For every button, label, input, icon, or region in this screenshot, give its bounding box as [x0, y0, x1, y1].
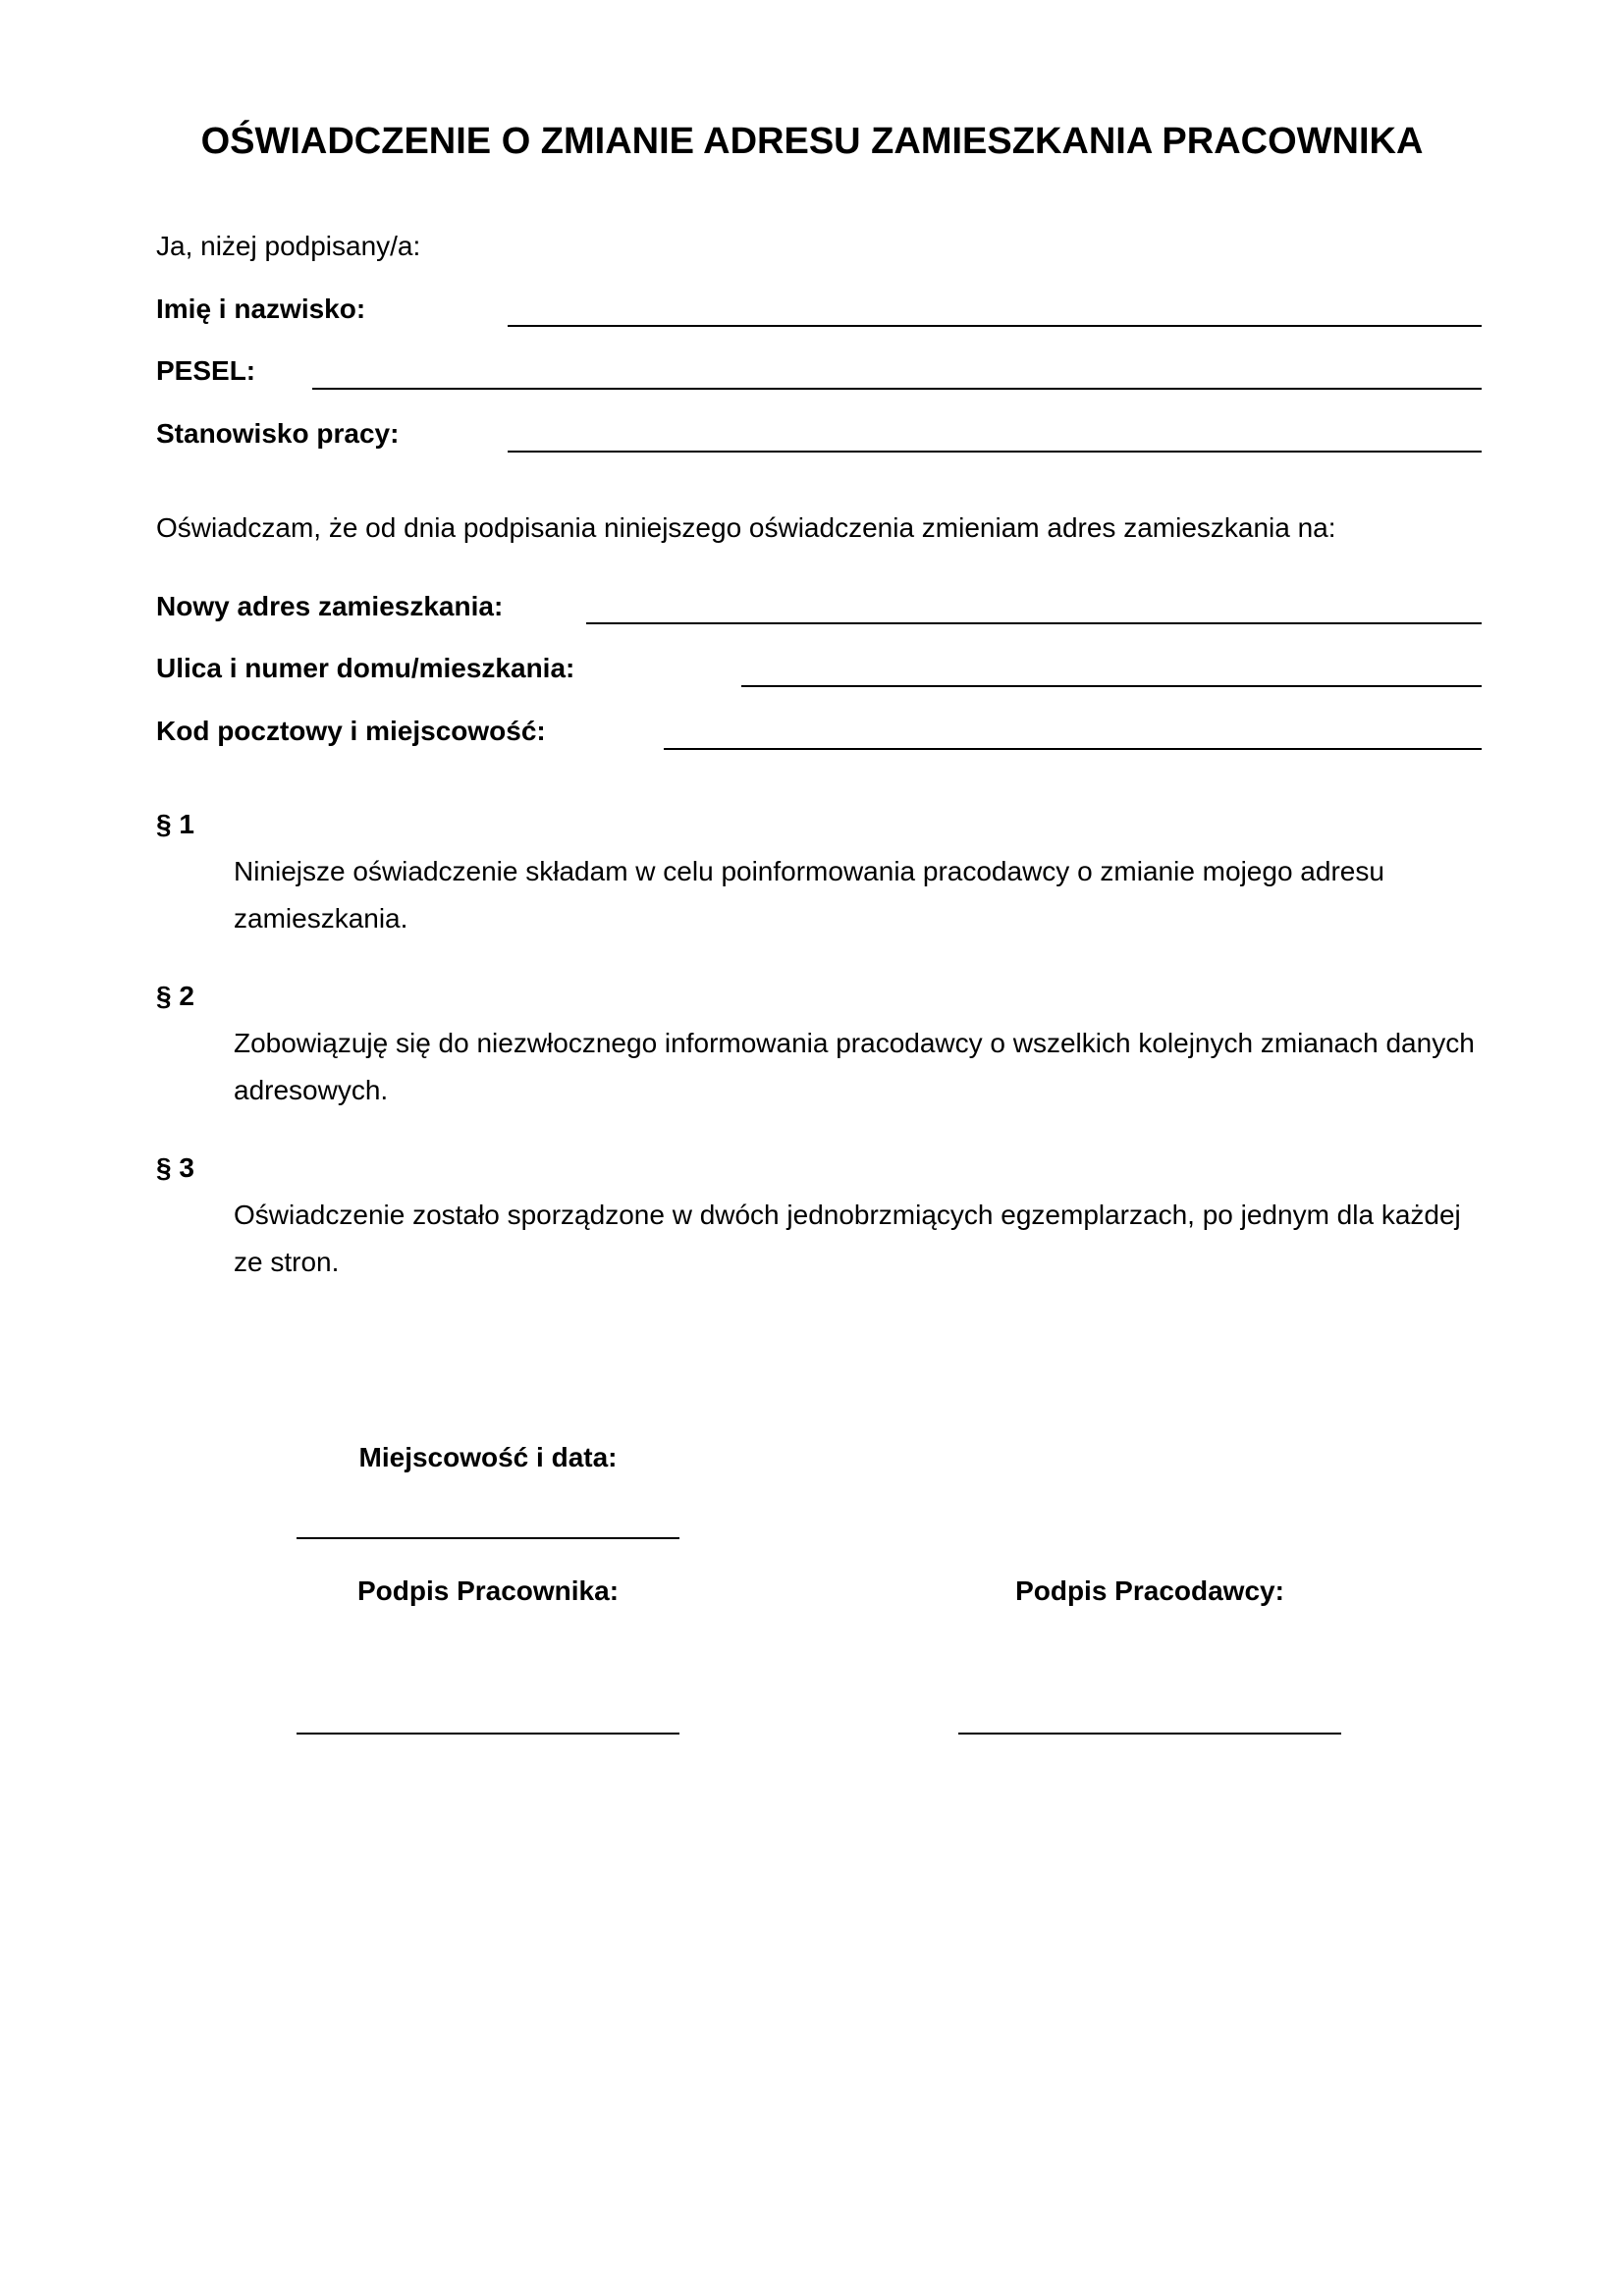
new-address-label: Nowy adres zamieszkania:	[156, 591, 504, 621]
employer-signature-line[interactable]	[958, 1733, 1341, 1735]
paragraph-text: Oświadczenie zostało sporządzone w dwóch jednobrzmiących egzemplarzach, po jednym dla każdej ze stron.	[234, 1200, 1461, 1277]
intro-text: Ja, niżej podpisany/a:	[156, 231, 421, 261]
new-address-input-line[interactable]	[586, 622, 1482, 624]
position-label: Stanowisko pracy:	[156, 418, 400, 449]
paragraph-number: § 1	[156, 809, 194, 839]
paragraph-text: Zobowiązuję się do niezwłocznego informowania pracodawcy o wszelkich kolejnych zmianach danych adresowych.	[234, 1028, 1475, 1105]
employee-signature-line[interactable]	[297, 1733, 679, 1735]
name-label: Imię i nazwisko:	[156, 294, 366, 324]
place-date-label: Miejscowość i data:	[358, 1442, 618, 1472]
paragraph-number: § 3	[156, 1152, 194, 1183]
declaration-text: Oświadczam, że od dnia podpisania niniejszego oświadczenia zmieniam adres zamieszkania na:	[156, 512, 1336, 543]
paragraph-text: Niniejsze oświadczenie składam w celu poinformowania pracodawcy o zmianie mojego adresu zamieszkania.	[234, 856, 1384, 934]
place-date-line[interactable]	[297, 1537, 679, 1539]
employer-signature-label: Podpis Pracodawcy:	[1015, 1575, 1284, 1606]
pesel-label: PESEL:	[156, 355, 256, 386]
pesel-input-line[interactable]	[312, 388, 1482, 390]
position-input-line[interactable]	[508, 451, 1482, 453]
paragraph-number: § 2	[156, 981, 194, 1011]
name-input-line[interactable]	[508, 325, 1482, 327]
postal-label: Kod pocztowy i miejscowość:	[156, 716, 546, 746]
employee-signature-label: Podpis Pracownika:	[356, 1575, 620, 1606]
street-input-line[interactable]	[741, 685, 1482, 687]
document-title: OŚWIADCZENIE O ZMIANIE ADRESU ZAMIESZKANIA PRACOWNIKA	[200, 121, 1424, 162]
street-label: Ulica i numer domu/mieszkania:	[156, 653, 575, 683]
postal-input-line[interactable]	[664, 748, 1482, 750]
